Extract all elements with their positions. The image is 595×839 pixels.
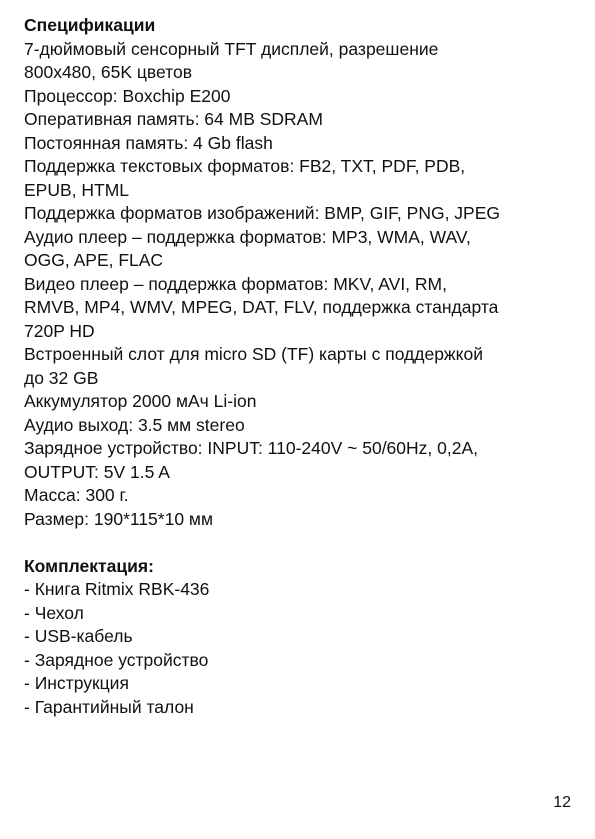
package-item: - Книга Ritmix RBK-436 <box>24 579 210 599</box>
spec-line: Аудио плеер – поддержка форматов: MP3, WMA, WAV, <box>24 226 471 247</box>
package-item: - USB-кабель <box>24 626 133 646</box>
spec-line: 800x480, 65K цветов <box>24 62 192 82</box>
spec-line: 720P HD <box>24 320 95 341</box>
package-item: - Гарантийный талон <box>24 696 194 717</box>
spec-line: Оперативная память: 64 MB SDRAM <box>24 109 323 129</box>
package-list <box>24 578 584 719</box>
page-number: 12 <box>553 794 571 811</box>
spec-line: Зарядное устройство: INPUT: 110-240V ~ 50/60Hz, 0,2A, <box>24 438 478 458</box>
spec-line: Масса: 300 г. <box>24 485 129 505</box>
spec-line: до 32 GB <box>24 367 99 388</box>
spec-line: Постоянная память: 4 Gb flash <box>24 132 273 153</box>
specifications-section <box>24 14 584 531</box>
spec-line: Поддержка форматов изображений: BMP, GIF, PNG, JPEG <box>24 203 501 223</box>
spec-line: 7-дюймовый сенсорный TFT дисплей, разрешение <box>24 38 439 59</box>
spec-line: Встроенный слот для micro SD (TF) карты с поддержкой <box>24 344 483 364</box>
spec-line: Аккумулятор 2000 мАч Li-ion <box>24 391 257 411</box>
package-item: - Чехол <box>24 602 84 623</box>
package-item: - Инструкция <box>24 673 129 693</box>
specifications-list <box>24 38 584 532</box>
spec-line: Аудио выход: 3.5 мм stereo <box>24 414 245 435</box>
spec-line: Процессор: Boxchip E200 <box>24 85 231 106</box>
spec-line: RMVB, MP4, WMV, MPEG, DAT, FLV, поддержка стандарта <box>24 297 499 317</box>
package-section <box>24 555 584 720</box>
spec-line: OUTPUT: 5V 1.5 A <box>24 461 170 482</box>
spec-line: Видео плеер – поддержка форматов: MKV, AVI, RM, <box>24 273 447 294</box>
spec-line: EPUB, HTML <box>24 179 130 200</box>
specifications-heading: Спецификации <box>24 15 156 35</box>
spec-line: OGG, APE, FLAC <box>24 250 164 270</box>
section-spacer <box>24 531 584 555</box>
document-page <box>24 14 584 719</box>
package-item: - Зарядное устройство <box>24 649 209 670</box>
spec-line: Поддержка текстовых форматов: FB2, TXT, PDF, PDB, <box>24 156 466 176</box>
package-heading: Комплектация: <box>24 555 154 576</box>
spec-line: Размер: 190*115*10 мм <box>24 508 213 529</box>
